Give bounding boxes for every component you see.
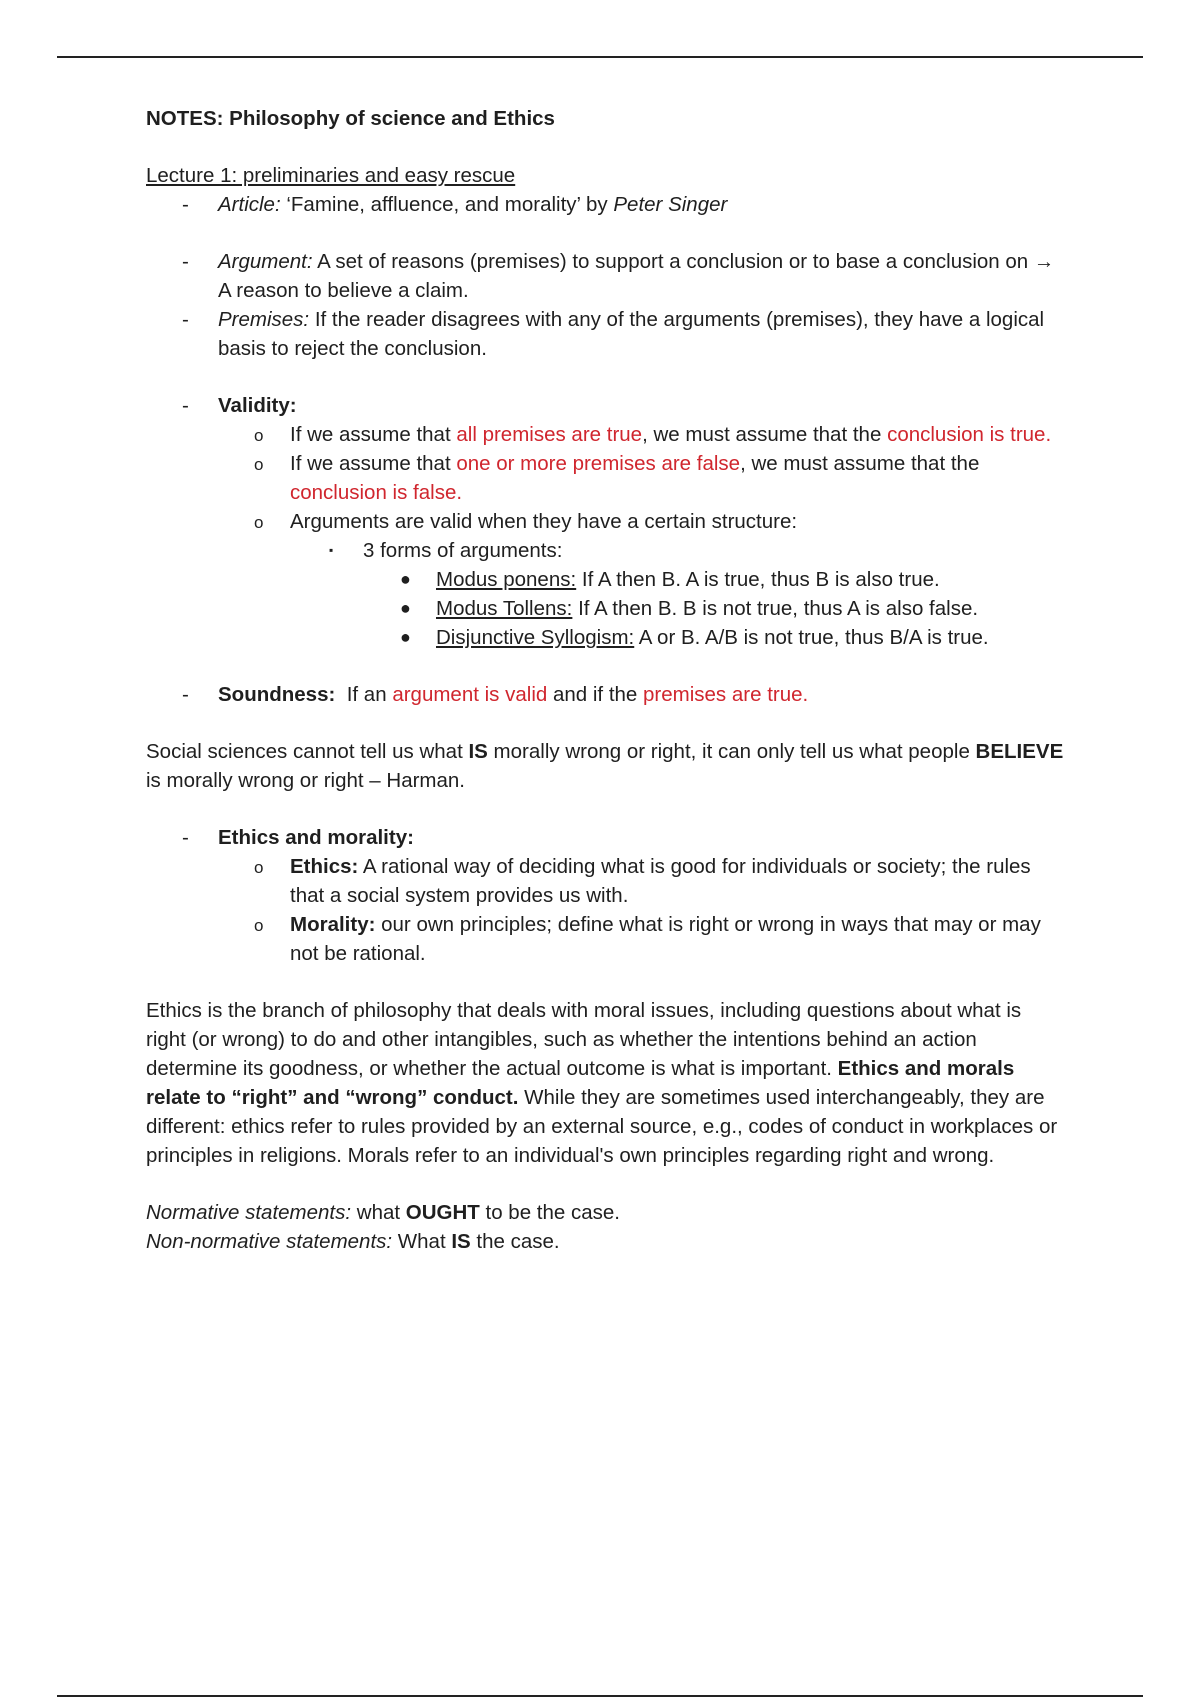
- non-normative-label: Non-normative statements:: [146, 1230, 393, 1253]
- morality-definition: [146, 910, 1066, 968]
- validity-item-1-text-a: If we assume that: [290, 423, 457, 446]
- social-sciences-paragraph: [146, 737, 1066, 795]
- soundness-label: Soundness:: [218, 683, 336, 706]
- non-normative-statements: [146, 1227, 1066, 1256]
- validity-item-3: [146, 507, 1066, 536]
- validity-item-2-text-a: If we assume that: [290, 452, 457, 475]
- article-label: Article:: [218, 193, 281, 216]
- list-item-argument: [146, 247, 1066, 305]
- normative-text-b: to be the case.: [479, 1201, 620, 1224]
- list-item-article: [146, 190, 1066, 219]
- normative-ought: OUGHT: [405, 1201, 480, 1224]
- ethics-paragraph: [146, 996, 1066, 1170]
- dash-bullet: -: [182, 308, 189, 331]
- validity-item-1: [146, 420, 1066, 449]
- social-text-c: is morally wrong or right – Harman.: [146, 769, 465, 792]
- validity-item-2-text-b: , we must assume that the: [740, 452, 980, 475]
- validity-item-3-text: Arguments are valid when they have a certain structure:: [290, 510, 798, 533]
- morality-text: our own principles; define what is right or wrong in ways that may or may not be rational.: [290, 913, 1041, 965]
- ethics-paragraph-text-b: While they are sometimes used interchangeably, they are different: ethics refer to rules provided by an external source, e.g., codes of conduct in workplaces or principles in religions. Morals refer to an individual's own principles regarding right and wrong.: [146, 1086, 1058, 1167]
- ethics-text: A rational way of deciding what is good for individuals or society; the rules that a social system provides us with.: [290, 855, 1031, 907]
- dash-bullet: -: [182, 394, 189, 417]
- normative-label: Normative statements:: [146, 1201, 352, 1224]
- circle-bullet: o: [254, 916, 264, 935]
- ethics-paragraph-text-a: Ethics is the branch of philosophy that deals with moral issues, including questions about what is right (or wrong) to do and other intangibles, such as whether the intentions behind an action determine its goodness, or whether the actual outcome is what is important.: [146, 999, 1022, 1080]
- form-text: A or B. A/B is not true, thus B/A is true.: [634, 626, 989, 649]
- premises-label: Premises:: [218, 308, 310, 331]
- page-title: NOTES: Philosophy of science and Ethics: [146, 107, 555, 130]
- ethics-paragraph-bold: Ethics and morals relate to “right” and “wrong” conduct.: [146, 1057, 1015, 1109]
- circle-bullet: o: [254, 426, 264, 445]
- normative-statements: [146, 1198, 1066, 1227]
- dot-bullet: ●: [400, 598, 411, 618]
- forms-of-arguments: [146, 536, 1066, 565]
- validity-item-1-highlight-1: all premises are true: [456, 423, 643, 446]
- bottom-rule: [57, 1695, 1143, 1697]
- soundness-highlight-2: premises are true.: [643, 683, 809, 706]
- forms-label: 3 forms of arguments:: [363, 539, 563, 562]
- form-item-modus-ponens: [146, 565, 1066, 594]
- list-item-soundness: [146, 680, 1066, 709]
- form-text: If A then B. A is true, thus B is also true.: [576, 568, 940, 591]
- soundness-text-b: and if the: [547, 683, 644, 706]
- soundness-text-a: If an: [335, 683, 393, 706]
- form-name: Modus Tollens:: [436, 597, 573, 620]
- normative-text-a: what: [351, 1201, 406, 1224]
- social-believe: BELIEVE: [975, 740, 1064, 763]
- argument-text: A set of reasons (premises) to support a conclusion or to base a conclusion on → A reason to believe a claim.: [218, 250, 1055, 302]
- form-name: Modus ponens:: [436, 568, 577, 591]
- article-text: ‘Famine, affluence, and morality’ by: [280, 193, 614, 216]
- form-item-disjunctive-syllogism: [146, 623, 1066, 652]
- circle-bullet: o: [254, 455, 264, 474]
- argument-label: Argument:: [218, 250, 313, 273]
- ethics-definition: [146, 852, 1066, 910]
- validity-item-2-highlight-2: conclusion is false.: [290, 481, 463, 504]
- non-normative-is: IS: [451, 1230, 471, 1253]
- dash-bullet: -: [182, 683, 189, 706]
- validity-item-1-text-b: , we must assume that the: [642, 423, 888, 446]
- document-page: [146, 100, 1066, 1256]
- circle-bullet: o: [254, 858, 264, 877]
- premises-text: If the reader disagrees with any of the arguments (premises), they have a logical basis to reject the conclusion.: [218, 308, 1045, 360]
- validity-item-2-highlight-1: one or more premises are false: [456, 452, 741, 475]
- social-text-a: Social sciences cannot tell us what: [146, 740, 469, 763]
- lecture-heading: Lecture 1: preliminaries and easy rescue: [146, 164, 516, 187]
- list-item-ethics-morality: [146, 823, 1066, 852]
- non-normative-text-a: What: [392, 1230, 452, 1253]
- list-item-premises: [146, 305, 1066, 363]
- soundness-highlight-1: argument is valid: [392, 683, 548, 706]
- circle-bullet: o: [254, 513, 264, 532]
- square-bullet: ▪: [329, 543, 334, 557]
- validity-label: Validity:: [218, 394, 297, 417]
- ethics-label: Ethics:: [290, 855, 359, 878]
- list-item-validity: [146, 391, 1066, 420]
- non-normative-text-b: the case.: [470, 1230, 560, 1253]
- morality-label: Morality:: [290, 913, 376, 936]
- dash-bullet: -: [182, 826, 189, 849]
- form-item-modus-tollens: [146, 594, 1066, 623]
- social-is: IS: [468, 740, 488, 763]
- form-name: Disjunctive Syllogism:: [436, 626, 635, 649]
- article-author: Peter Singer: [613, 193, 728, 216]
- dash-bullet: -: [182, 250, 189, 273]
- ethics-morality-label: Ethics and morality:: [218, 826, 414, 849]
- validity-item-1-highlight-2: conclusion is true.: [887, 423, 1052, 446]
- form-text: If A then B. B is not true, thus A is also false.: [572, 597, 979, 620]
- dot-bullet: ●: [400, 569, 411, 589]
- dash-bullet: -: [182, 193, 189, 216]
- dot-bullet: ●: [400, 627, 411, 647]
- validity-item-2: [146, 449, 1066, 507]
- social-text-b: morally wrong or right, it can only tell us what people: [487, 740, 976, 763]
- top-rule: [57, 56, 1143, 58]
